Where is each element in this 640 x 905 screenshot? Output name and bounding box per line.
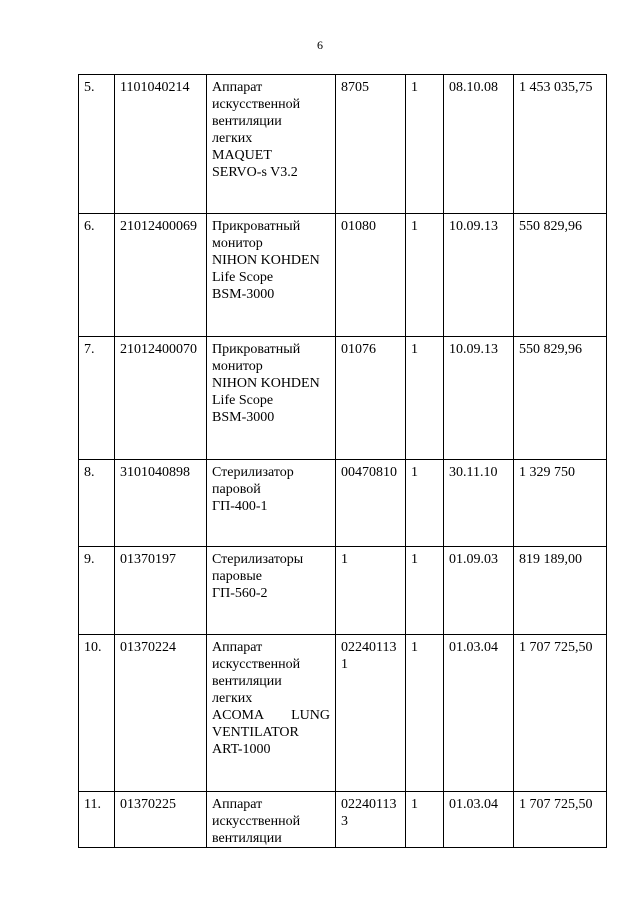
serial-number: 00470810 (336, 460, 406, 547)
quantity: 1 (406, 547, 444, 635)
row-number: 10. (79, 635, 115, 792)
equipment-name (207, 792, 336, 848)
quantity: 1 (406, 635, 444, 792)
inventory-code: 01370197 (115, 547, 207, 635)
quantity: 1 (406, 792, 444, 848)
row-number: 9. (79, 547, 115, 635)
date: 01.03.04 (444, 792, 514, 848)
page-number: 6 (317, 38, 323, 52)
name-line: вентиляции (212, 674, 282, 689)
name-line: NIHON KOHDEN (212, 253, 320, 268)
date: 08.10.08 (444, 75, 514, 214)
name-line: NIHON KOHDEN (212, 376, 320, 391)
name-line: Life Scope (212, 393, 274, 408)
quantity: 1 (406, 337, 444, 460)
name-line: паровой (212, 482, 261, 497)
quantity: 1 (406, 460, 444, 547)
table-row (79, 214, 607, 337)
table-row (79, 547, 607, 635)
name-line: Стерилизатор (212, 465, 294, 480)
date: 10.09.13 (444, 337, 514, 460)
name-line: легких (212, 131, 253, 146)
serial-number: 01080 (336, 214, 406, 337)
name-line: MAQUET (212, 148, 272, 163)
name-line: Прикроватный (212, 219, 301, 234)
name-line: легких (212, 691, 253, 706)
equipment-name (207, 547, 336, 635)
name-line: Life Scope (212, 270, 274, 285)
inventory-code: 1101040214 (115, 75, 207, 214)
name-line: BSM-3000 (212, 287, 275, 302)
equipment-name (207, 75, 336, 214)
name-line: BSM-3000 (212, 410, 275, 425)
date: 01.03.04 (444, 635, 514, 792)
inventory-code: 21012400070 (115, 337, 207, 460)
equipment-name (207, 214, 336, 337)
name-line: Аппарат (212, 80, 263, 95)
name-line: SERVO-s V3.2 (212, 165, 298, 180)
amount: 1 707 725,50 (514, 635, 607, 792)
row-number: 11. (79, 792, 115, 848)
name-line: ACOMA LUNG (212, 708, 330, 723)
inventory-code: 01370225 (115, 792, 207, 848)
amount: 550 829,96 (514, 214, 607, 337)
serial-number: 1 (336, 547, 406, 635)
equipment-name (207, 460, 336, 547)
amount: 819 189,00 (514, 547, 607, 635)
inventory-code: 01370224 (115, 635, 207, 792)
table-row (79, 337, 607, 460)
name-line: вентиляции (212, 831, 282, 846)
name-line: ГП-400-1 (212, 499, 268, 514)
inventory-code: 3101040898 (115, 460, 207, 547)
table-row (79, 635, 607, 792)
amount: 1 329 750 (514, 460, 607, 547)
serial-number: 01076 (336, 337, 406, 460)
row-number: 6. (79, 214, 115, 337)
table-row (79, 792, 607, 848)
name-line: ART-1000 (212, 742, 271, 757)
table-row (79, 75, 607, 214)
date: 01.09.03 (444, 547, 514, 635)
name-line: искусственной (212, 657, 301, 672)
name-line: паровые (212, 569, 262, 584)
equipment-name (207, 635, 336, 792)
name-line: Прикроватный (212, 342, 301, 357)
name-line: Аппарат (212, 640, 263, 655)
amount: 550 829,96 (514, 337, 607, 460)
quantity: 1 (406, 214, 444, 337)
name-line: VENTILATOR (212, 725, 299, 740)
date: 30.11.10 (444, 460, 514, 547)
row-number: 8. (79, 460, 115, 547)
name-line: ГП-560-2 (212, 586, 268, 601)
row-number: 5. (79, 75, 115, 214)
name-line: монитор (212, 359, 263, 374)
name-line: Стерилизаторы (212, 552, 304, 567)
date: 10.09.13 (444, 214, 514, 337)
equipment-name (207, 337, 336, 460)
equipment-table (78, 74, 607, 848)
amount: 1 707 725,50 (514, 792, 607, 848)
name-line: вентиляции (212, 114, 282, 129)
name-line: искусственной (212, 814, 301, 829)
inventory-code: 21012400069 (115, 214, 207, 337)
serial-number: 8705 (336, 75, 406, 214)
name-line: Аппарат (212, 797, 263, 812)
name-line: искусственной (212, 97, 301, 112)
serial-number: 022401131 (336, 635, 406, 792)
amount: 1 453 035,75 (514, 75, 607, 214)
quantity: 1 (406, 75, 444, 214)
table-row (79, 460, 607, 547)
row-number: 7. (79, 337, 115, 460)
name-line: монитор (212, 236, 263, 251)
serial-number: 022401133 (336, 792, 406, 848)
